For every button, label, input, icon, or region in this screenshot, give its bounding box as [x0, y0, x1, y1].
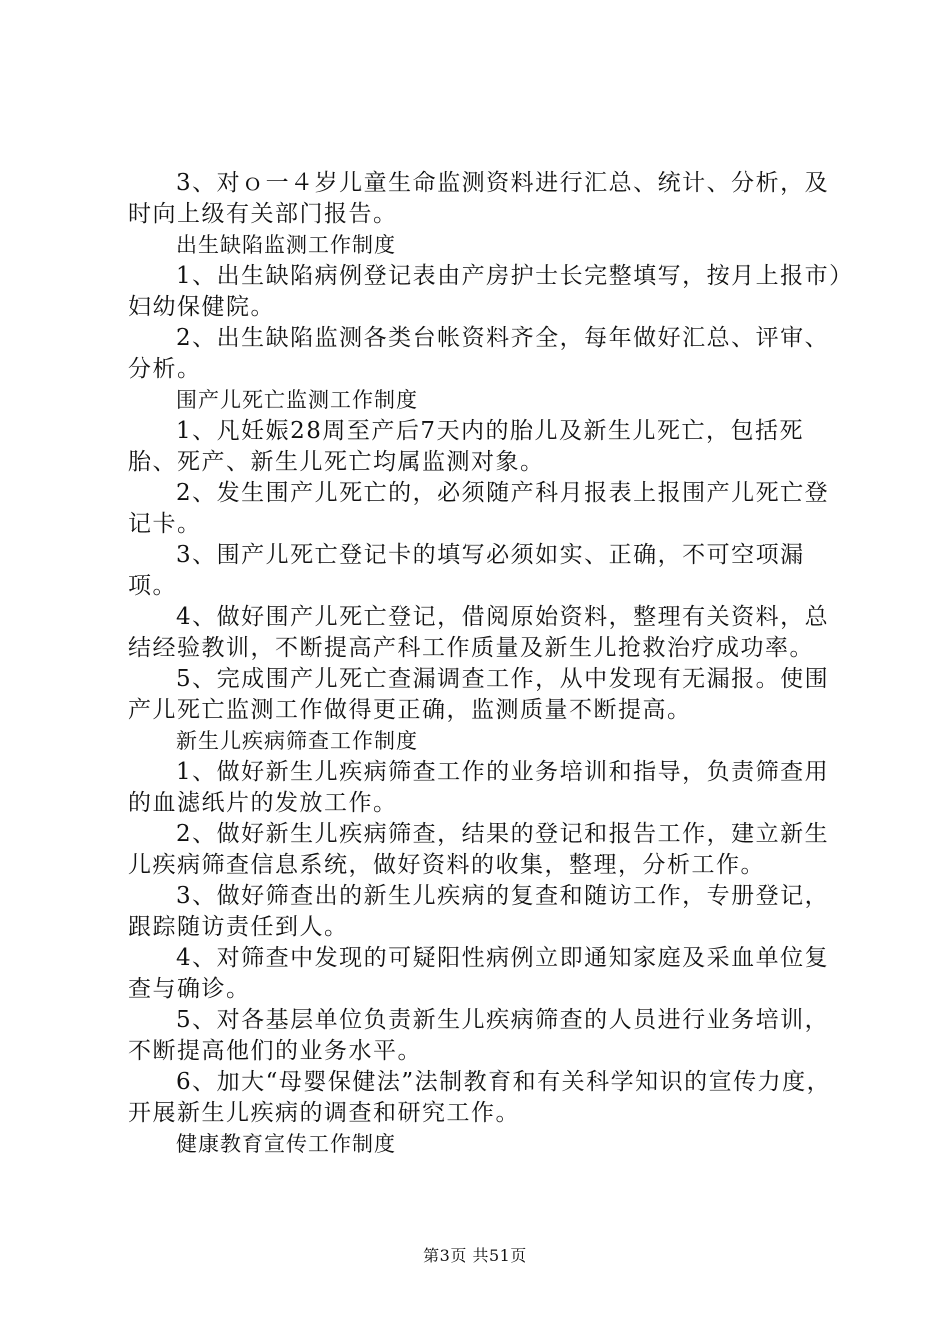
page-footer	[0, 1243, 950, 1266]
paragraph: 2、出生缺陷监测各类台帐资料齐全，每年做好汇总、评审、分析。	[128, 325, 830, 382]
paragraph: 1、凡妊娠28周至产后7天内的胎儿及新生儿死亡，包括死胎、死产、新生儿死亡均属监测对象。	[128, 418, 805, 475]
section-heading: 健康教育宣传工作制度	[176, 1132, 396, 1156]
paragraph: 5、对各基层单位负责新生儿疾病筛查的人员进行业务培训，不断提高他们的业务水平。	[128, 1007, 830, 1064]
section-heading: 出生缺陷监测工作制度	[176, 233, 396, 257]
section-heading: 新生儿疾病筛查工作制度	[176, 729, 418, 753]
document-body	[128, 168, 848, 1160]
paragraph: 4、对筛查中发现的可疑阳性病例立即通知家庭及采血单位复查与确诊。	[128, 945, 830, 1002]
paragraph: 3、做好筛查出的新生儿疾病的复查和随访工作，专册登记，跟踪随访责任到人。	[128, 883, 830, 940]
page-number-label: 第3页 共51页	[423, 1246, 527, 1265]
paragraph: 1、做好新生儿疾病筛查工作的业务培训和指导，负责筛查用的血滤纸片的发放工作。	[128, 759, 830, 816]
paragraph: 5、完成围产儿死亡查漏调查工作，从中发现有无漏报。使围产儿死亡监测工作做得更正确，监测质量不断提高。	[128, 666, 830, 723]
paragraph: 2、发生围产儿死亡的，必须随产科月报表上报围产儿死亡登记卡。	[128, 480, 830, 537]
paragraph: 2、做好新生儿疾病筛查，结果的登记和报告工作，建立新生儿疾病筛查信息系统，做好资料的收集，整理，分析工作。	[128, 821, 830, 878]
paragraph: 3、围产儿死亡登记卡的填写必须如实、正确，不可空项漏项。	[128, 542, 805, 599]
paragraph: 4、做好围产儿死亡登记，借阅原始资料，整理有关资料，总结经验教训，不断提高产科工作质量及新生儿抢救治疗成功率。	[128, 604, 830, 661]
paragraph: 1、出生缺陷病例登记表由产房护士长完整填写，按月上报市）妇幼保健院。	[128, 263, 843, 320]
section-heading: 围产儿死亡监测工作制度	[176, 388, 418, 412]
paragraph: 3、对ｏ一４岁儿童生命监测资料进行汇总、统计、分析，及时向上级有关部门报告。	[128, 170, 830, 227]
paragraph: 6、加大“母婴保健法”法制教育和有关科学知识的宣传力度，开展新生儿疾病的调查和研究工作。	[128, 1069, 832, 1126]
